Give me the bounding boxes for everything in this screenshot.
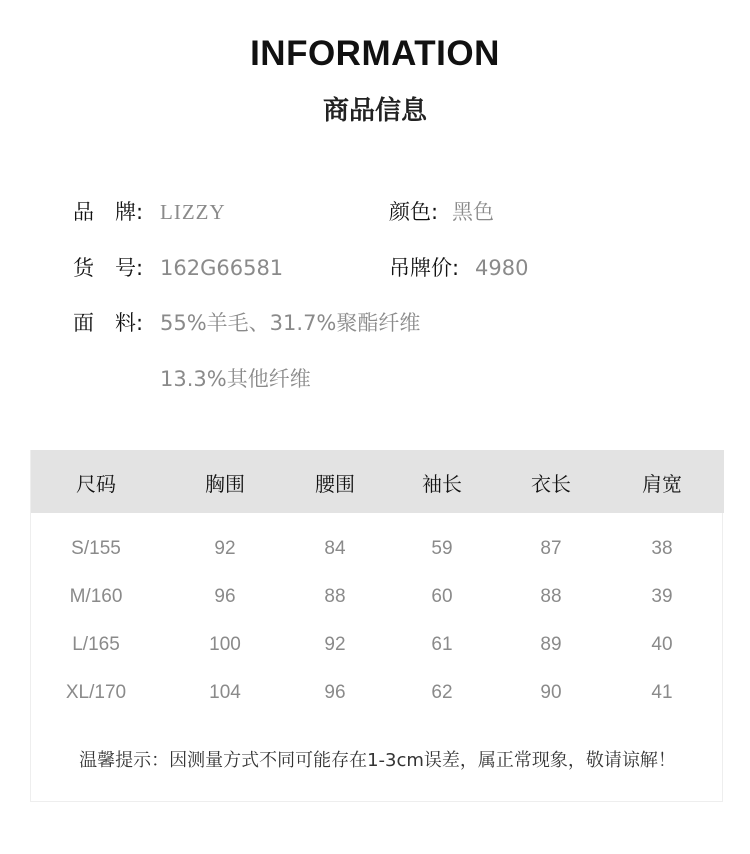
fabric-value-line1: 55%羊毛、31.7%聚酯纤维 (160, 311, 421, 335)
table-cell: 89 (540, 634, 562, 655)
column-header-waist: 腰围 (315, 472, 355, 496)
table-cell: 88 (540, 586, 562, 607)
table-cell: 92 (214, 538, 236, 559)
table-header (31, 450, 724, 513)
table-cell: 40 (651, 634, 673, 655)
sku-label: 货 号: (73, 256, 144, 280)
table-cell: 59 (431, 538, 453, 559)
sku-value: 162G66581 (160, 256, 284, 280)
table-cell: 61 (431, 634, 453, 655)
table-cell: 90 (540, 682, 562, 703)
price-label: 吊牌价: (389, 256, 460, 280)
table-cell: 104 (209, 682, 241, 703)
table-cell: 96 (324, 682, 346, 703)
table-cell: 84 (324, 538, 346, 559)
measurement-note: 温馨提示：因测量方式不同可能存在1-3cm误差，属正常现象，敬请谅解！ (79, 750, 676, 771)
table-cell: 60 (431, 586, 453, 607)
column-header-sleeve: 袖长 (422, 472, 462, 496)
table-cell: 38 (651, 538, 673, 559)
column-header-size: 尺码 (76, 472, 116, 496)
table-cell: 87 (540, 538, 562, 559)
table-cell: M/160 (69, 586, 123, 607)
column-header-shoulder: 肩宽 (642, 472, 682, 496)
fabric-value-line2: 13.3%其他纤维 (160, 367, 311, 391)
table-cell: 39 (651, 586, 673, 607)
table-cell: 41 (651, 682, 673, 703)
color-value: 黑色 (452, 200, 494, 224)
size-table (30, 450, 723, 802)
table-cell: 88 (324, 586, 346, 607)
fabric-label: 面 料: (73, 311, 144, 335)
table-cell: S/155 (71, 538, 121, 559)
brand-label: 品 牌: (73, 200, 144, 224)
table-cell: XL/170 (65, 682, 127, 703)
column-header-chest: 胸围 (205, 472, 245, 496)
table-cell: 96 (214, 586, 236, 607)
color-label: 颜色: (389, 200, 439, 224)
table-cell: L/165 (72, 634, 120, 655)
table-cell: 92 (324, 634, 346, 655)
column-header-length: 衣长 (531, 472, 571, 496)
price-value: 4980 (475, 256, 529, 280)
brand-value: LIZZY (160, 200, 226, 224)
page-title-en: INFORMATION (250, 34, 500, 73)
table-cell: 100 (209, 634, 241, 655)
page-title-cn: 商品信息 (322, 96, 427, 126)
table-cell: 62 (431, 682, 453, 703)
